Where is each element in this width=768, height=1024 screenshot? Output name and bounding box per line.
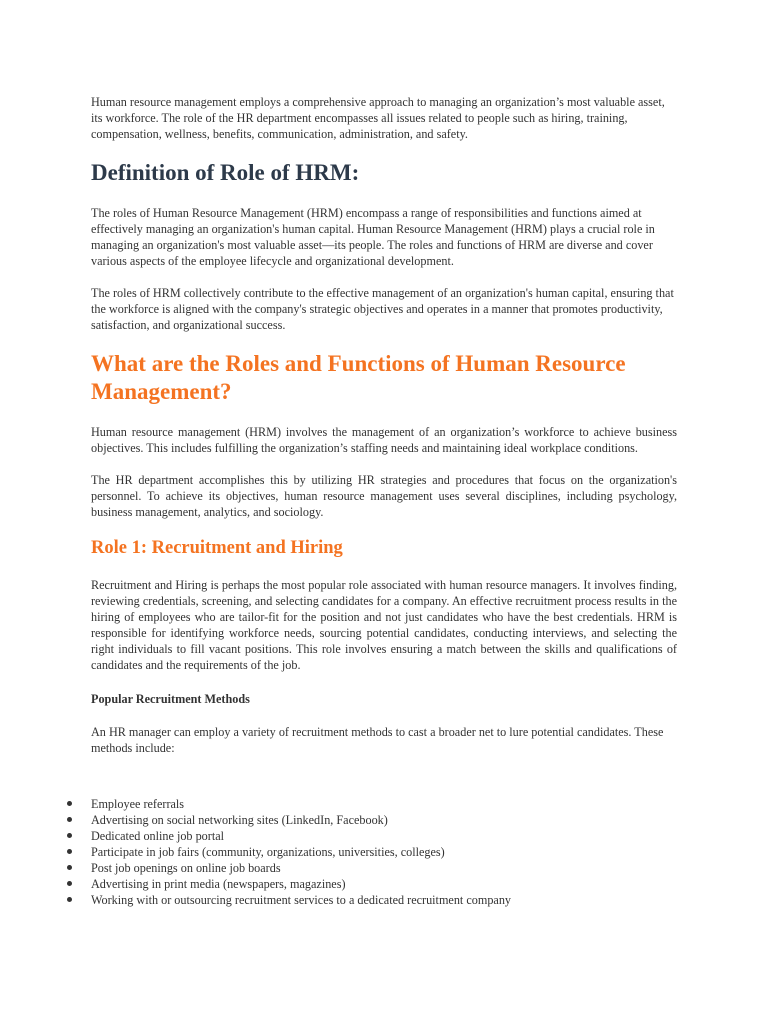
roles-functions-heading: What are the Roles and Functions of Human Resource Management?	[91, 351, 626, 404]
definition-heading: Definition of Role of HRM:	[91, 160, 360, 185]
bullet-icon	[67, 801, 72, 806]
list-item-text: Post job openings on online job boards	[91, 861, 281, 875]
bullet-icon	[67, 865, 72, 870]
intro-paragraph: Human resource management employs a comprehensive approach to managing an organization’s most valuable asset, its workforce. The role of the HR department encompasses all issues related to people such as hiring, training, compensation, wellness, benefits, communication, administration, and safety.	[91, 95, 665, 141]
definition-paragraph-1: The roles of Human Resource Management (HRM) encompass a range of responsibilities and functions aimed at effectively managing an organization's human capital. Human Resource Management (HRM) plays a crucial role in managing an organization's most valuable asset—its people. The roles and functions of HRM are diverse and cover various aspects of the employee lifecycle and organizational development.	[91, 206, 655, 268]
recruitment-methods-intro: An HR manager can employ a variety of recruitment methods to cast a broader net to lure potential candidates. These methods include:	[91, 725, 664, 755]
role-1-heading: Role 1: Recruitment and Hiring	[91, 538, 343, 558]
definition-paragraph-2: The roles of HRM collectively contribute to the effective management of an organization's human capital, ensuring that the workforce is aligned with the company's strategic objectives and operates in a manner that promotes productivity, satisfaction, and organizational success.	[91, 286, 674, 332]
recruitment-methods-list	[67, 796, 687, 908]
list-item-text: Advertising in print media (newspapers, magazines)	[91, 877, 346, 891]
recruitment-methods-heading: Popular Recruitment Methods	[91, 692, 250, 706]
bullet-icon	[67, 881, 72, 886]
bullet-icon	[67, 897, 72, 902]
list-item	[67, 844, 687, 860]
list-item	[67, 828, 687, 844]
bullet-icon	[67, 849, 72, 854]
list-item	[67, 860, 687, 876]
list-item-text: Employee referrals	[91, 797, 185, 811]
list-item	[67, 892, 687, 908]
list-item-text: Dedicated online job portal	[91, 829, 225, 843]
list-item-text: Advertising on social networking sites (LinkedIn, Facebook)	[91, 813, 388, 827]
role-1-paragraph: Recruitment and Hiring is perhaps the most popular role associated with human resource managers. It involves finding, reviewing credentials, screening, and selecting candidates for a company. An effective recruitment process results in the hiring of employees who are tailor-fit for the position and not just candidates who have the best credentials. HRM is responsible for identifying workforce needs, sourcing potential candidates, conducting interviews, and selecting the right individuals to fill vacant positions. This role involves ensuring a match between the skills and qualifications of candidates and the requirements of the job.	[91, 578, 677, 672]
list-item	[67, 796, 687, 812]
list-item-text: Working with or outsourcing recruitment services to a dedicated recruitment company	[91, 893, 512, 907]
roles-paragraph-2: The HR department accomplishes this by utilizing HR strategies and procedures that focus on the organization's personnel. To achieve its objectives, human resource management uses several disciplines, including psychology, business management, analytics, and sociology.	[91, 473, 677, 519]
bullet-icon	[67, 833, 72, 838]
list-item	[67, 812, 687, 828]
bullet-icon	[67, 817, 72, 822]
list-item-text: Participate in job fairs (community, organizations, universities, colleges)	[91, 845, 445, 859]
list-item	[67, 876, 687, 892]
roles-paragraph-1: Human resource management (HRM) involves the management of an organization’s workforce to achieve business objectives. This includes fulfilling the organization’s staffing needs and maintaining ideal workplace conditions.	[91, 425, 677, 455]
document-page	[91, 94, 677, 756]
